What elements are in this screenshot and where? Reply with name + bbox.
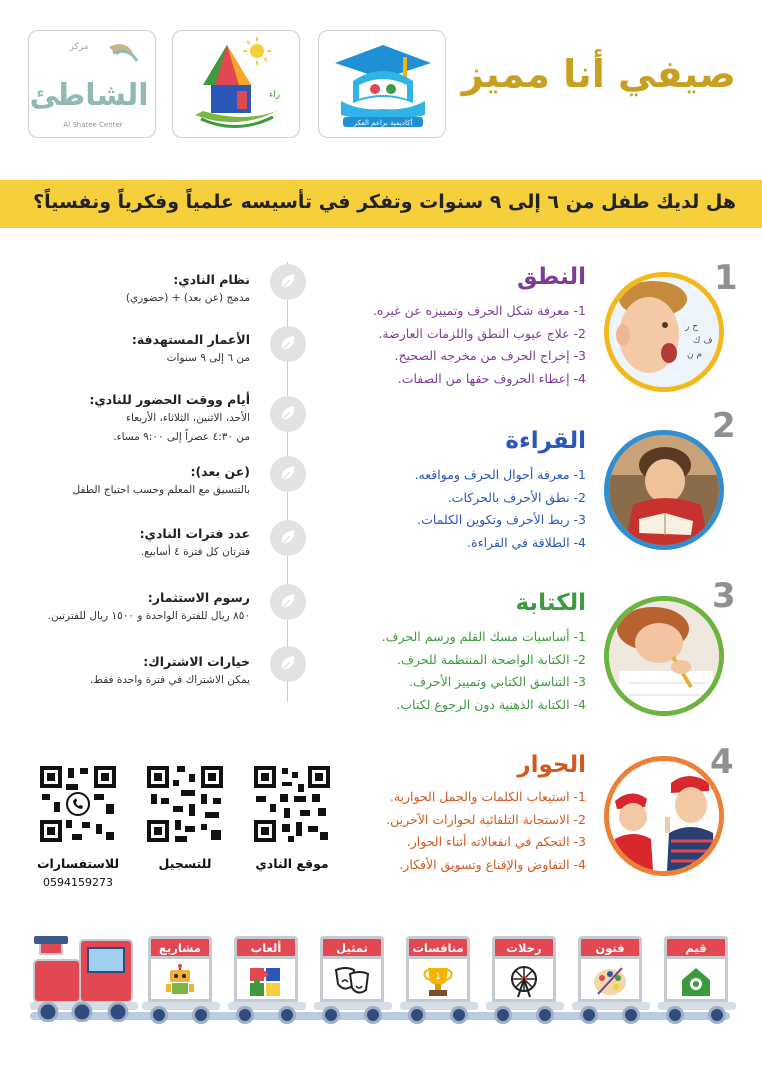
list-item: 2- الاستجابة التلقائية لحوارات الآخرين. (386, 811, 586, 827)
list-item: 1- معرفة أحوال الحرف ومواقعه. (414, 467, 586, 482)
values-icon (678, 964, 714, 998)
wagon-values (664, 936, 740, 1020)
info-periods (10, 524, 250, 562)
academy-logo (318, 30, 446, 138)
shatee-logo (28, 30, 156, 138)
wagon-projects (148, 936, 224, 1020)
info-text: بالتنسيق مع المعلم وحسب احتياج الطفل (72, 484, 250, 496)
skill-number: 4 (710, 742, 734, 782)
list-item: 1- معرفة شكل الحرف وتمييزه عن غيره. (372, 303, 586, 318)
wagon-arts (578, 936, 654, 1020)
info-remote (10, 462, 250, 500)
leaf-icon (270, 646, 306, 682)
reading-title-text: القراءة (505, 428, 586, 454)
question-text: هل لديك طفل من ٦ إلى ٩ سنوات وتفكر في تأسيسه علمياً وفكرياً ونفسياً؟ (33, 191, 736, 213)
qr-code-whatsapp[interactable] (38, 764, 118, 844)
info-title: عدد فترات النادي: (139, 526, 250, 541)
ferris-wheel-icon (506, 964, 542, 998)
theater-masks-icon (334, 964, 370, 998)
writing-title-text: الكتابة (515, 590, 586, 616)
leaf-icon (270, 520, 306, 556)
info-subscription (10, 652, 250, 690)
info-title: الأعمار المستهدفة: (131, 332, 250, 347)
leaf-icon (270, 584, 306, 620)
qr-code-register[interactable] (145, 764, 225, 844)
wagon-label: ألعاب (234, 936, 298, 960)
info-club-system (10, 270, 250, 308)
leaf-icon (270, 264, 306, 300)
info-attendance-times (10, 390, 250, 447)
child-speaking-photo (604, 272, 724, 392)
robot-icon (162, 964, 198, 998)
leaf-icon (270, 396, 306, 432)
leaf-icon (270, 326, 306, 362)
wagon-acting (320, 936, 396, 1020)
info-title: (عن بعد): (190, 464, 250, 479)
shatee-logo-top: مركز (69, 42, 89, 52)
wagon-label: رحلات (492, 936, 556, 960)
info-text: ٨٥٠ ريال للفترة الواحدة و ١٥٠٠ ريال للفترتين. (47, 610, 250, 622)
section-title-reading (505, 428, 586, 454)
info-target-ages (10, 330, 250, 368)
qr-code-site[interactable] (252, 764, 332, 844)
skill-number: 3 (712, 576, 736, 616)
speech-list (296, 300, 586, 390)
qr-label-site: موقع النادي (255, 856, 329, 871)
train-engine (30, 932, 140, 1022)
info-title: خيارات الاشتراك: (143, 654, 250, 669)
info-text: فترتان كل فترة ٤ أسابيع. (140, 546, 250, 558)
palette-icon (592, 964, 628, 998)
shatee-logo-en: Al Shatee Center (63, 121, 123, 129)
dialogue-title-text: الحوار (517, 752, 586, 778)
list-item: 3- ربط الأحرف وتكوين الكلمات. (417, 512, 586, 527)
speech-title-text: النطق (516, 264, 586, 290)
raat-logo (172, 30, 300, 138)
section-title-writing (515, 590, 586, 616)
qr-label-register: للتسجيل (158, 856, 212, 871)
list-item: 3- التحكم في انفعالاته أثناء الحوار. (406, 834, 586, 849)
trophy-icon (420, 964, 456, 998)
phone-number[interactable]: 0594159273 (43, 876, 113, 889)
svg-text:ح ر: ح ر (685, 322, 699, 332)
wagon-label: فنون (578, 936, 642, 960)
info-title: نظام النادي: (173, 272, 250, 287)
wagon-label: منافسات (406, 936, 470, 960)
children-talking-photo (604, 756, 724, 876)
info-text: مدمج (عن بعد) + (حضوري) (125, 292, 250, 304)
puzzle-icon (248, 964, 284, 998)
skill-number: 1 (714, 258, 738, 298)
writing-list (296, 626, 586, 716)
info-text: من ٤:٣٠ عصراً إلى ٩:٠٠ مساء. (113, 431, 250, 443)
reading-list (296, 464, 586, 554)
shatee-logo-main: الشاطئ (29, 78, 149, 113)
list-item: 1- أساسيات مسك القلم ورسم الحرف. (381, 629, 586, 644)
list-item: 2- الكتابة الواضحة المنتظمة للحرف. (397, 651, 586, 667)
wagon-label: تمثيل (320, 936, 384, 960)
wagon-games (234, 936, 310, 1020)
list-item: 4- الكتابة الذهنية دون الرجوع لكتاب. (396, 696, 586, 712)
svg-text:1: 1 (435, 972, 441, 982)
section-title-dialogue (517, 752, 586, 778)
skill-number: 2 (712, 406, 736, 446)
info-title: رسوم الاستثمار: (147, 590, 250, 605)
info-fees (10, 588, 250, 626)
qr-label-inquiry: للاستفسارات (36, 856, 120, 871)
list-item: 1- استيعاب الكلمات والجمل الحوارية. (389, 789, 586, 804)
child-reading-photo (604, 430, 724, 550)
academy-logo-caption: أكاديمية براعم الفكر (353, 119, 413, 127)
info-text: الأحد، الاثنين، الثلاثاء، الأربعاء (126, 412, 250, 424)
info-title: أيام ووقت الحضور للنادي: (89, 392, 250, 407)
list-item: 2- نطق الأحرف بالحركات. (447, 489, 586, 505)
page-title: صيفي أنا مميز (461, 52, 736, 96)
wagon-trips (492, 936, 568, 1020)
info-text: من ٦ إلى ٩ سنوات (166, 352, 250, 364)
question-banner (0, 180, 762, 228)
raat-logo-caption: راء (269, 90, 281, 100)
wagon-label: مشاريع (148, 936, 212, 960)
list-item: 4- إعطاء الحروف حقها من الصفات. (397, 370, 586, 386)
svg-text:ف ك: ف ك (693, 336, 713, 346)
svg-text:م ن: م ن (687, 350, 703, 360)
child-writing-photo (604, 596, 724, 716)
section-title-speech (517, 264, 586, 290)
leaf-icon (270, 456, 306, 492)
list-item: 3- التناسق الكتابي وتمييز الأحرف. (409, 674, 586, 689)
wagon-label: قيم (664, 936, 728, 960)
list-item: 4- التفاوض والإقناع وتسويق الأفكار. (399, 856, 586, 872)
info-text: يمكن الاشتراك في فترة واحدة فقط. (89, 674, 250, 686)
list-item: 3- إخراج الحرف من مخرجه الصحيح. (394, 348, 586, 363)
list-item: 4- الطلاقة في القراءة. (467, 534, 586, 550)
list-item: 2- علاج عيوب النطق واللزمات العارضة. (378, 325, 586, 341)
wagon-competitions (406, 936, 482, 1020)
